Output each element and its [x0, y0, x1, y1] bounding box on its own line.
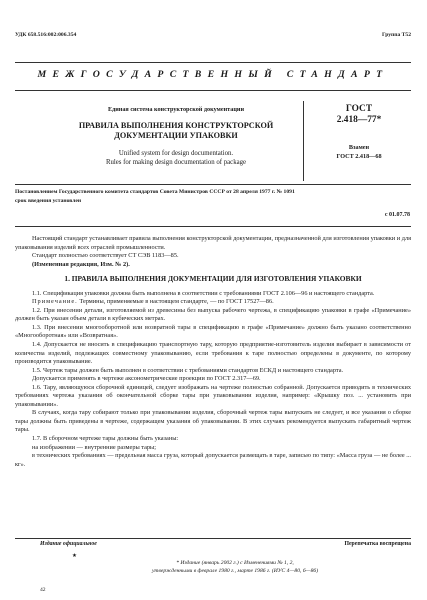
decree-line-2: срок введения установлен	[15, 198, 82, 204]
reprint-notice: Перепечатка воспрещена	[344, 541, 411, 547]
effective-date: с 01.07.78	[384, 212, 410, 218]
replaced-label: Взамен	[348, 144, 370, 151]
system-name: Единая система конструкторской документации	[107, 106, 245, 113]
title-block-rule	[15, 184, 411, 185]
intro-revision: (Измененная редакция, Изм. № 2).	[32, 260, 130, 268]
group-code: Группа Т52	[381, 32, 411, 38]
gost-designation	[308, 104, 410, 126]
note-label: Примечание.	[32, 298, 78, 306]
paragraph-1-5: 1.5. Чертеж тары должен быть выполнен в соответствии с требованиями стандартов ЕСКД и настоящего стандарта.	[32, 366, 344, 374]
paragraph-1-7: 1.7. В сборочном чертеже тары должны быть указаны:	[32, 435, 179, 443]
section-1-heading: 1. ПРАВИЛА ВЫПОЛНЕНИЯ ДОКУМЕНТАЦИИ ДЛЯ ИЗГОТОВЛЕНИЯ УПАКОВКИ	[64, 274, 362, 284]
header-rule-bottom	[15, 90, 411, 91]
title-en-line-2: Rules for making design documentation of package	[105, 158, 247, 166]
title-block-divider	[303, 101, 304, 181]
document-body	[15, 235, 411, 469]
replaced-standard	[308, 144, 410, 161]
intro-conformity: Стандарт полностью соответствует СТ СЭВ 1183—85.	[32, 252, 179, 260]
paragraph-1-2: 1.2. При внесении детали, изготовляемой из древесины без выпуска рабочего чертежа, в спецификацию упаковки в графе «Примечание» должен быть указан объем детали в кубических метрах.	[15, 306, 411, 323]
paragraph-1-6: 1.6. Тару, являющуюся сборочной единицей, следует изображать на чертеже полностью собранной. Допускается приводить в технических требованиях чертежа указания об окончательной сборке тары при упаковывании изделия, например: «Крышку поз. ... установить при упаковывании».	[15, 383, 411, 408]
replaced-number: ГОСТ 2.418—68	[336, 152, 382, 160]
paragraph-1-3: 1.3. При внесении многооборотной или возвратной тары в спецификацию в графе «Примечание» должно быть указано соответственно «Многооборотная» или «Возвратная».	[15, 323, 411, 340]
edition-note-line-2: утвержденными в феврале 1980 г., марте 1986 г. (ИУС 4—80, 6—86)	[151, 568, 319, 574]
star-mark: ★	[72, 553, 77, 559]
paragraph-1-6-assembly: В случаях, когда тару собирают только при упаковывании изделия, сборочный чертеж тары выпускать не следует, и все указания о сборке тары должны быть приведены в чертеже, содержащем указания об упаковывании. В этих случаях рекомендуется выпускать габаритный чертеж тары.	[15, 409, 411, 434]
paragraph-1-7-image: на изображении — внутренние размеры тары;	[32, 443, 157, 451]
header-rule-top	[15, 62, 411, 63]
gost-number: 2.418—77*	[336, 115, 382, 125]
decree-rule	[15, 226, 411, 227]
title-ru-line-2: ДОКУМЕНТАЦИИ УПАКОВКИ	[114, 131, 238, 140]
decree-text	[15, 188, 411, 206]
intro-paragraph: Настоящий стандарт устанавливает правила выполнения конструкторской документации, предназначенной для изготовления упаковки и для упаковывания изделий всех отраслей промышленности.	[15, 235, 411, 251]
document-title-en	[60, 150, 292, 167]
terms-note	[15, 298, 411, 307]
footer-rule	[15, 538, 411, 539]
standard-header: МЕЖГОСУДАРСТВЕННЫЙ СТАНДАРТ	[37, 69, 389, 80]
udk-code: УДК 658.516:002:006.354	[15, 32, 77, 38]
decree-line-1: Постановлением Государственного комитета стандартов Совета Министров СССР от 28 апреля 1977 г. № 1091	[15, 189, 295, 195]
document-title-ru	[60, 121, 292, 141]
title-en-line-1: Unified system for design documentation.	[118, 150, 234, 157]
title-ru-line-1: ПРАВИЛА ВЫПОЛНЕНИЯ КОНСТРУКТОРСКОЙ	[78, 121, 274, 130]
gost-label: ГОСТ	[345, 104, 373, 114]
note-text: Термины, применяемые в настоящем стандарте, — по ГОСТ 17527—86.	[79, 298, 274, 306]
official-edition: Издание официальное	[40, 541, 97, 547]
edition-note-line-1: * Издание (январь 2002 г.) с Изменениями № 1, 2,	[176, 560, 294, 566]
paragraph-1-1: 1.1. Спецификация упаковки должна быть выполнена в соответствии с требованиями ГОСТ 2.106—96 и настоящего стандарта.	[32, 289, 375, 297]
page-number: 42	[40, 587, 46, 593]
paragraph-1-7-requirements: в технических требованиях — предельная масса груза, который допускается размещать в таре, записью по типу: «Масса груза — не более ... кг».	[15, 452, 411, 468]
paragraph-1-5-axonometric: Допускается применять в чертеже аксонометрические проекции по ГОСТ 2.317—69.	[32, 375, 261, 383]
paragraph-1-4: 1.4. Допускается не вносить в спецификацию транспортную тару, которую предприятие-изготовитель изделия выбирает в зависимости от количества изделий, подлежащих совместному упаковыванию, если требования к таре полностью определены в документе, по которому производится упаковывание.	[15, 341, 411, 366]
edition-note	[115, 559, 355, 575]
